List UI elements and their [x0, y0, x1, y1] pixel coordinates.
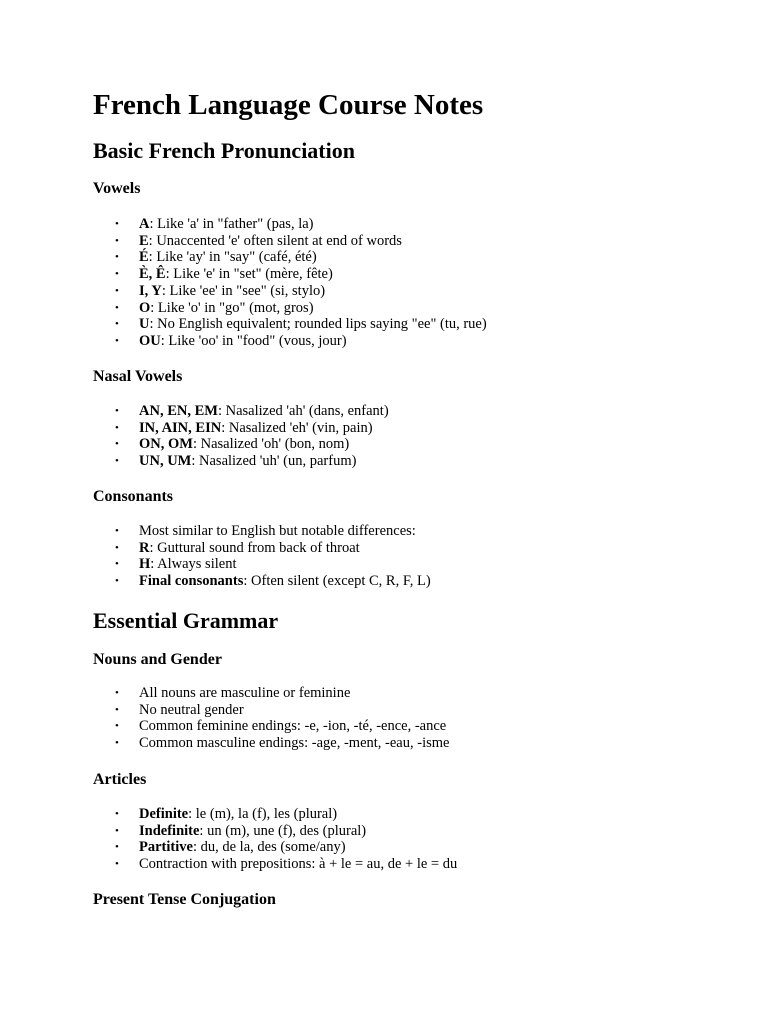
- subheading-nasal-vowels: Nasal Vowels: [93, 368, 183, 385]
- bullet-icon: •: [115, 737, 119, 750]
- section-heading-pronunciation: Basic French Pronunciation: [93, 138, 355, 163]
- list-item: • E: Unaccented 'e' often silent at end of words: [115, 232, 402, 249]
- list-item: • È, Ê: Like 'e' in "set" (mère, fête): [115, 266, 333, 283]
- bullet-icon: •: [115, 841, 119, 854]
- list-item: • UN, UM: Nasalized 'uh' (un, parfum): [115, 453, 357, 470]
- bullet-icon: •: [115, 334, 119, 347]
- list-item: • OU: Like 'oo' in "food" (vous, jour): [115, 332, 347, 349]
- list-item: • H: Always silent: [115, 556, 237, 573]
- list-item: • All nouns are masculine or feminine: [115, 685, 351, 701]
- bullet-icon: •: [115, 251, 119, 264]
- list-item: • Final consonants: Often silent (except C, R, F, L): [115, 573, 431, 590]
- section-heading-grammar: Essential Grammar: [93, 608, 279, 633]
- list-item: • Partitive: du, de la, des (some/any): [115, 839, 346, 856]
- subheading-consonants: Consonants: [93, 488, 174, 505]
- list-item: • É: Like 'ay' in "say" (café, été): [115, 249, 317, 266]
- list-item: • Definite: le (m), la (f), les (plural): [115, 806, 338, 822]
- subheading-nouns-gender: Nouns and Gender: [93, 651, 222, 668]
- list-item: • ON, OM: Nasalized 'oh' (bon, nom): [115, 436, 350, 453]
- bullet-icon: •: [115, 703, 119, 716]
- consonants-list: [93, 523, 431, 590]
- subheading-present-tense: Present Tense Conjugation: [93, 891, 276, 908]
- list-item: • R: Guttural sound from back of throat: [115, 539, 360, 556]
- vowels-list: [93, 216, 487, 350]
- list-item: • Common masculine endings: -age, -ment, -eau, -isme: [115, 735, 450, 752]
- list-item: • U: No English equivalent; rounded lips saying "ee" (tu, rue): [115, 316, 487, 333]
- bullet-icon: •: [115, 808, 119, 820]
- list-item: • AN, EN, EM: Nasalized 'ah' (dans, enfant): [115, 403, 389, 419]
- bullet-icon: •: [115, 824, 119, 837]
- bullet-icon: •: [115, 541, 119, 554]
- list-item: • Indefinite: un (m), une (f), des (plural): [115, 822, 367, 839]
- page-title: French Language Course Notes: [93, 89, 484, 121]
- list-item: • I, Y: Like 'ee' in "see" (si, stylo): [115, 282, 326, 299]
- bullet-icon: •: [115, 525, 119, 537]
- bullet-icon: •: [115, 421, 119, 434]
- list-item: • IN, AIN, EIN: Nasalized 'eh' (vin, pain): [115, 419, 373, 436]
- list-item: • Contraction with prepositions: à + le = au, de + le = du: [115, 856, 458, 873]
- bullet-icon: •: [115, 268, 119, 281]
- bullet-icon: •: [115, 405, 119, 417]
- bullet-icon: •: [115, 720, 119, 733]
- bullet-icon: •: [115, 455, 119, 468]
- nasal-vowels-list: [93, 403, 389, 470]
- articles-list: [93, 806, 457, 873]
- bullet-icon: •: [115, 301, 119, 314]
- subheading-articles: Articles: [93, 771, 147, 788]
- bullet-icon: •: [115, 318, 119, 331]
- bullet-icon: •: [115, 858, 119, 871]
- list-item: • A: Like 'a' in "father" (pas, la): [115, 216, 314, 232]
- bullet-icon: •: [115, 687, 119, 699]
- bullet-icon: •: [115, 558, 119, 571]
- bullet-icon: •: [115, 234, 119, 247]
- subheading-vowels: Vowels: [93, 180, 141, 197]
- bullet-icon: •: [115, 284, 119, 297]
- list-item: • O: Like 'o' in "go" (mot, gros): [115, 299, 314, 316]
- bullet-icon: •: [115, 218, 119, 230]
- list-item: • Common feminine endings: -e, -ion, -té, -ence, -ance: [115, 718, 447, 735]
- list-item: • No neutral gender: [115, 701, 244, 718]
- list-item: • Most similar to English but notable differences:: [115, 523, 416, 539]
- bullet-icon: •: [115, 575, 119, 588]
- nouns-list: [93, 685, 449, 752]
- bullet-icon: •: [115, 438, 119, 451]
